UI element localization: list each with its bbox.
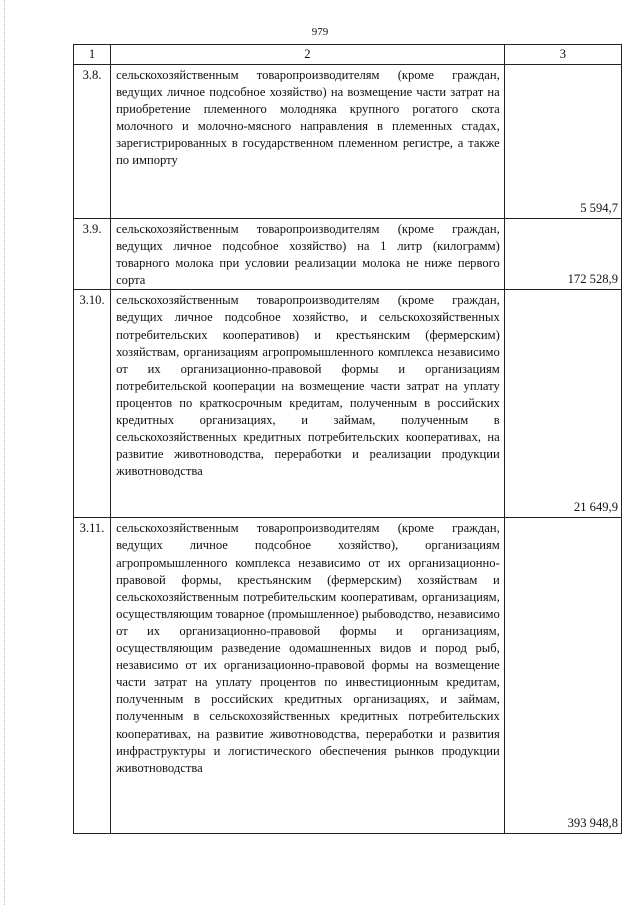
table-row <box>74 219 622 290</box>
row-number: 3.10. <box>74 290 111 518</box>
row-number: 3.9. <box>74 219 111 290</box>
row-number: 3.11. <box>74 518 111 834</box>
scan-margin-line <box>4 0 6 905</box>
header-col-2: 2 <box>111 45 505 65</box>
row-description: сельскохозяйственным товаропроизводителям (кроме граждан, ведущих личное подсобное хозяйство) на возмещение части затрат на приобретение племенного молодняка крупного рогатого скота молочного и молочно-мясного направления в племенных стадах, зарегистрированных в государственном племенном регистре, а также по импорту <box>111 65 505 219</box>
table-row <box>74 290 622 518</box>
row-amount-cell <box>504 518 621 834</box>
table-row <box>74 518 622 834</box>
row-description: сельскохозяйственным товаропроизводителям (кроме граждан, ведущих личное подсобное хозяйство, и сельскохозяйственных потребительских кооперативов) и крестьянским (фермерским) хозяйствам, организациям агропромышленного комплекса независимо от их организационно-правовой формы и организациям потребительской кооперации на возмещение части затрат на уплату процентов по краткосрочным кредитам, полученным в российских кредитных организациях, и займам, полученным в сельскохозяйственных кредитных потребительских кооперативах, на развитие животноводства, переработки и реализации продукции животноводства <box>111 290 505 518</box>
row-amount-cell <box>504 219 621 290</box>
row-amount: 172 528,9 <box>567 272 618 287</box>
page-number: 979 <box>311 26 329 38</box>
row-number: 3.8. <box>74 65 111 219</box>
header-col-1: 1 <box>74 45 111 65</box>
row-amount-cell <box>504 290 621 518</box>
row-description: сельскохозяйственным товаропроизводителям (кроме граждан, ведущих личное подсобное хозяйство), организациям агропромышленного комплекса независимо от их организационно-правовой формы, крестьянским (фермерским) хозяйствам и сельскохозяйственным потребительским кооперативам, организациям, осуществляющим товарное (промышленное) рыбоводство, независимо от их организационно-правовой формы и организациям, осуществляющим разведение одомашненных видов и пород рыб, независимо от их организационно-правовой формы на возмещение части затрат на уплату процентов по инвестиционным кредитам, полученным в российских кредитных организациях, и займам, полученным в сельскохозяйственных кредитных потребительских кооперативах, на развитие животноводства, переработки и развития инфраструктуры и логистического обеспечения рынков продукции животноводства <box>111 518 505 834</box>
row-description: сельскохозяйственным товаропроизводителям (кроме граждан, ведущих личное подсобное хозяйство) на 1 литр (килограмм) товарного молока при условии реализации молока не ниже первого сорта <box>111 219 505 290</box>
header-col-3: 3 <box>504 45 621 65</box>
row-amount: 393 948,8 <box>567 816 618 831</box>
row-amount: 5 594,7 <box>580 200 618 215</box>
table-row <box>74 65 622 219</box>
budget-table <box>73 44 622 834</box>
row-amount: 21 649,9 <box>573 500 618 515</box>
row-amount-cell <box>504 65 621 219</box>
table-header-row <box>74 45 622 65</box>
